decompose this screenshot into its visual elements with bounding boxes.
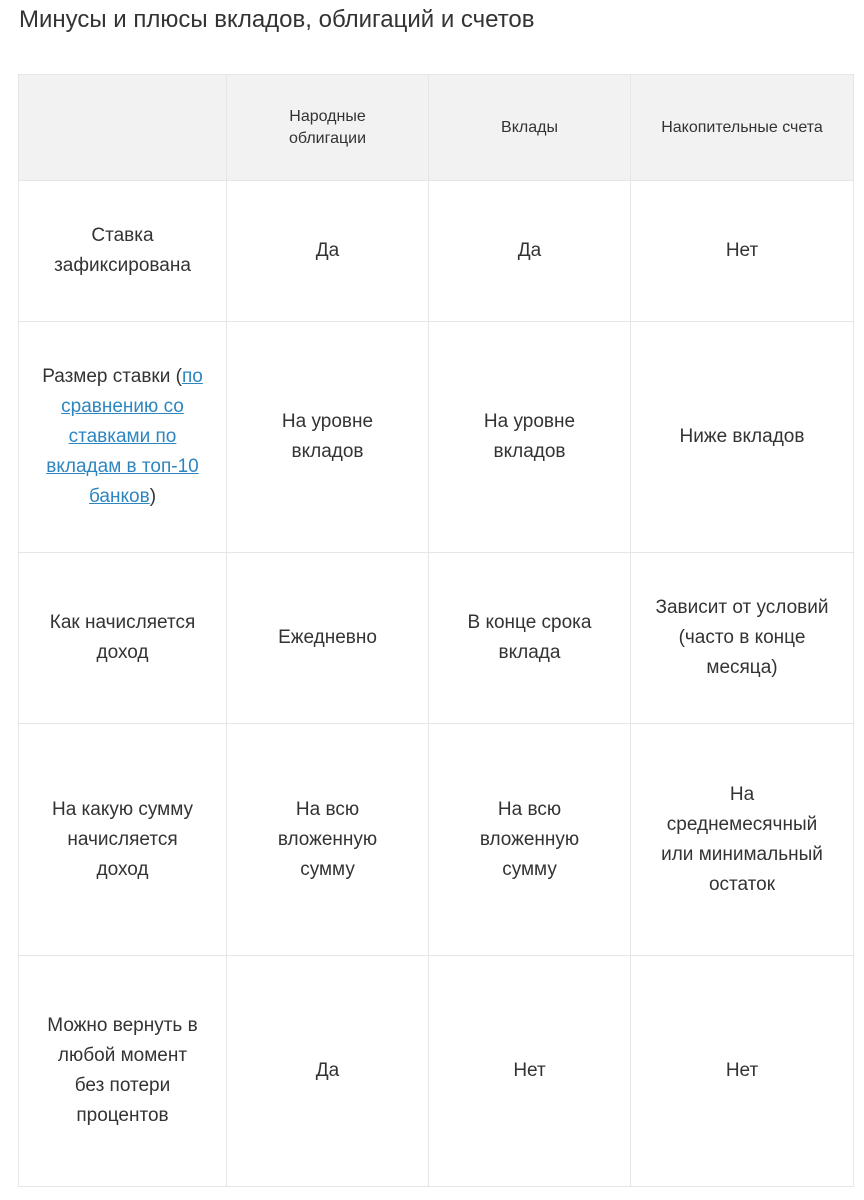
table-row xyxy=(19,181,854,322)
rate-comparison-link[interactable]: по сравнению со ставками по вкладам в топ-10 банков xyxy=(46,366,203,507)
row-label: Ставка зафиксирована xyxy=(19,181,227,322)
table-cell: На всю вложенную сумму xyxy=(429,724,631,956)
table-row xyxy=(19,322,854,553)
page-title: Минусы и плюсы вкладов, облигаций и счетов xyxy=(19,6,535,33)
header-cell-bonds: Народные облигации xyxy=(227,75,429,181)
table-cell: Ежедневно xyxy=(227,553,429,724)
table-cell: На уровне вкладов xyxy=(429,322,631,553)
table-cell: Нет xyxy=(631,956,854,1187)
table-cell: На среднемесячный или минимальный остаток xyxy=(631,724,854,956)
comparison-table xyxy=(18,74,854,1187)
header-cell-empty xyxy=(19,75,227,181)
table-header-row xyxy=(19,75,854,181)
table-cell: Нет xyxy=(631,181,854,322)
table-row xyxy=(19,724,854,956)
table-cell: Нет xyxy=(429,956,631,1187)
header-cell-savings-accounts: Накопительные счета xyxy=(631,75,854,181)
row-label: На какую сумму начисляется доход xyxy=(19,724,227,956)
table-row xyxy=(19,553,854,724)
table-cell: На всю вложенную сумму xyxy=(227,724,429,956)
row-label xyxy=(19,322,227,553)
table-cell: Зависит от условий (часто в конце месяца) xyxy=(631,553,854,724)
row-label-suffix: ) xyxy=(149,486,157,507)
table-cell: Да xyxy=(227,956,429,1187)
table-cell: В конце срока вклада xyxy=(429,553,631,724)
table-cell: На уровне вкладов xyxy=(227,322,429,553)
table-row xyxy=(19,956,854,1187)
table-cell: Да xyxy=(227,181,429,322)
row-label: Можно вернуть в любой момент без потери процентов xyxy=(19,956,227,1187)
table-cell: Ниже вкладов xyxy=(631,322,854,553)
row-label-prefix: Размер ставки ( xyxy=(42,366,182,387)
row-label: Как начисляется доход xyxy=(19,553,227,724)
table-cell: Да xyxy=(429,181,631,322)
header-cell-deposits: Вклады xyxy=(429,75,631,181)
